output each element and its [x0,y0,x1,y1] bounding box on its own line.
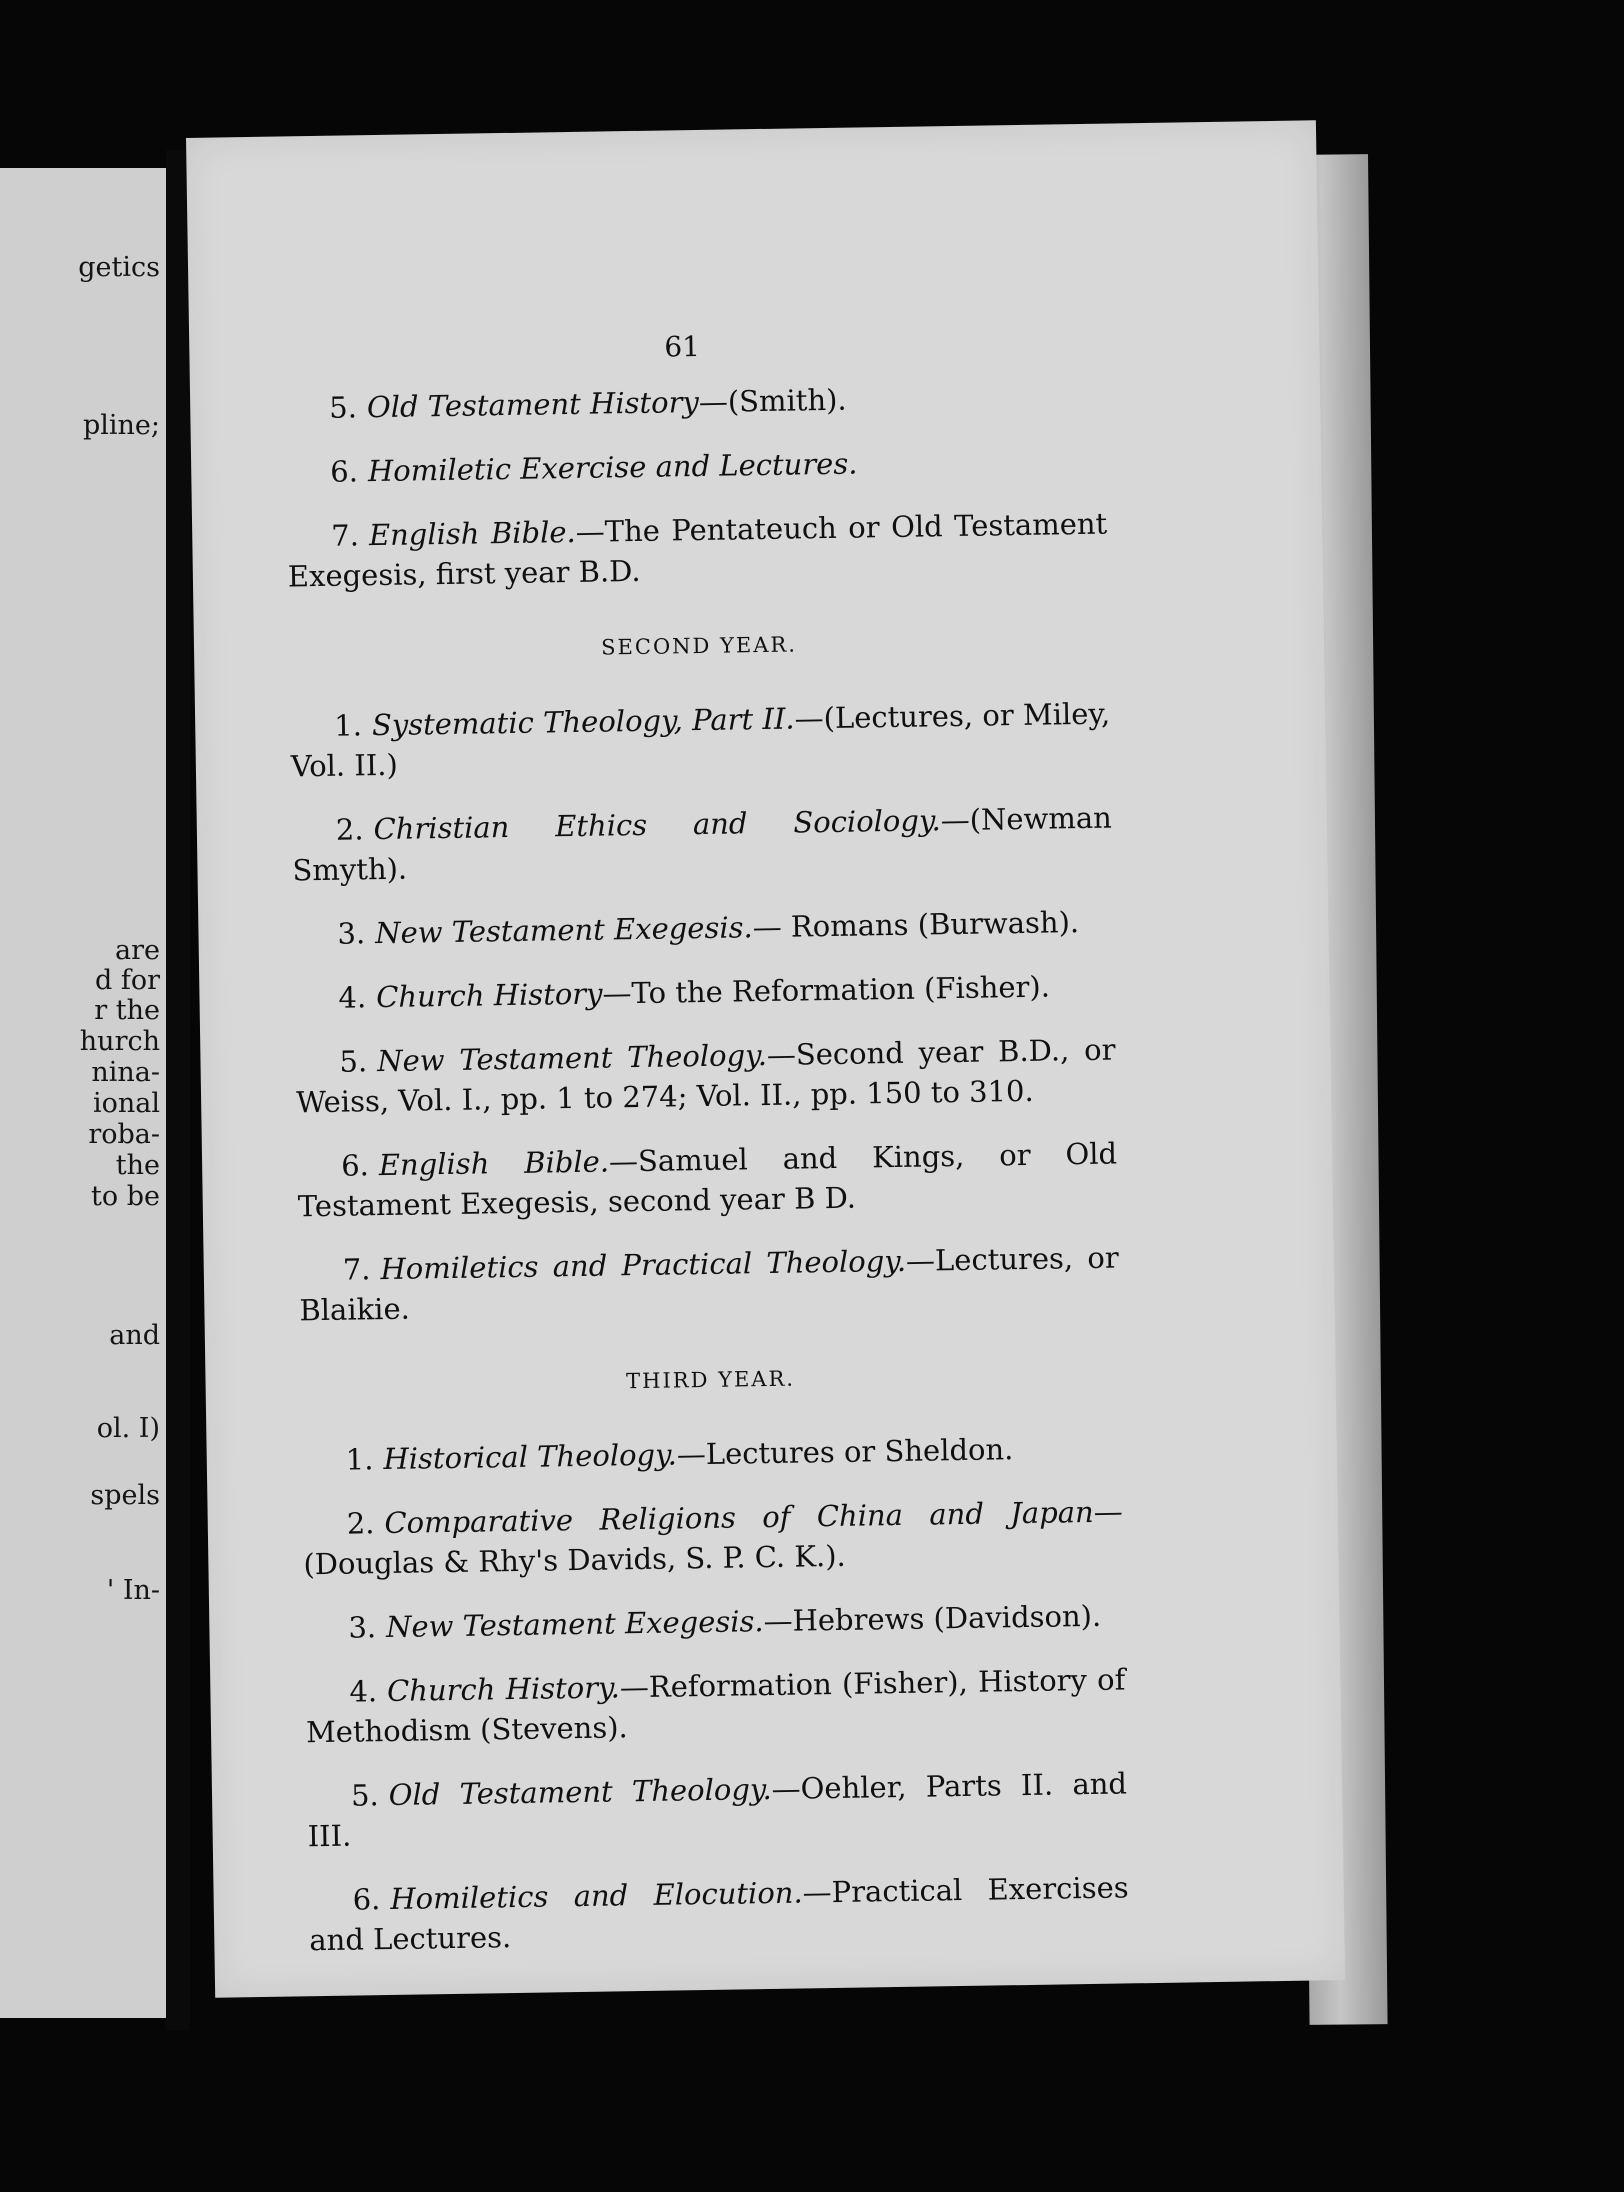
second-year-heading: SECOND YEAR. [600,632,798,660]
item-title: Old Testament Theology. [388,1772,772,1813]
left-page-text-fragment: to be [91,1181,160,1212]
item-detail: —Reformation (Fisher), History of Methodism (Stevens). [305,1662,1126,1750]
item-detail: —(Newman Smyth). [292,800,1113,888]
item-detail: —Lectures, or Blaikie. [299,1240,1119,1328]
right-page [186,120,1345,1998]
item-title: Homiletics and Elocution. [390,1875,803,1917]
item-title: Church History. [386,1670,621,1709]
item-detail: —(Lectures, or Miley, Vol. II.) [290,696,1111,784]
item-number: 7. [330,518,360,553]
item-number: 6. [352,1882,381,1917]
left-page-fragment [0,168,166,2018]
item-title: Church History [375,976,603,1015]
left-page-text-fragment: and [109,1320,160,1351]
item-number: 6. [340,1148,370,1183]
left-page-text-fragment: hurch [79,1026,160,1057]
item-detail: —Samuel and Kings, or Old Testament Exegesis, second year B D. [297,1136,1118,1224]
course-item [287,504,1108,597]
item-number: 3. [348,1610,377,1645]
left-page-text-fragment: pline; [82,410,160,441]
item-title: English Bible. [368,514,576,553]
left-page-text-fragment: getics [78,252,160,283]
left-page-text-fragment: d for [94,965,160,996]
item-detail: —The Pentateuch or Old Testament Exegesis, first year B.D. [287,506,1108,594]
item-detail: —Second year B.D., or Weiss, Vol. I., pp. 1 to 274; Vol. II., pp. 150 to 310. [295,1032,1116,1120]
item-number: 2. [346,1506,375,1541]
course-item [308,1867,1129,1960]
item-number: 5. [339,1044,368,1079]
item-number: 4. [338,980,367,1015]
item-title: English Bible. [378,1144,610,1183]
item-number: 6. [329,454,359,489]
second-year-list [290,694,1120,1331]
item-title: Homiletic Exercise and Lectures. [367,446,858,489]
item-number: 3. [337,916,366,951]
book-gutter [166,150,190,2030]
course-item [297,1134,1118,1227]
item-number: 5. [350,1778,379,1813]
course-item [294,966,1115,1019]
left-page-text-fragment: ol. I) [96,1413,160,1444]
item-number: 2. [335,812,364,847]
item-detail: —Oehler, Parts II. and III. [307,1766,1128,1854]
left-page-text-fragment: roba- [88,1119,160,1150]
item-title: Christian Ethics and Sociology. [373,803,941,847]
item-detail: —To the Reformation (Fisher). [602,969,1051,1011]
course-item [290,694,1111,787]
item-title: New Testament Theology. [376,1037,768,1079]
item-title: New Testament Exegesis. [374,910,753,951]
left-page-text-fragment: the [115,1150,160,1181]
third-year-heading: THIRD YEAR. [625,1366,796,1394]
left-page-text-fragment: r the [94,995,160,1026]
course-item [295,1030,1116,1123]
item-title: Systematic Theology, Part II. [371,701,795,743]
item-number: 5. [328,390,358,425]
page-content [285,376,1130,1985]
left-page-text-fragment: are [115,935,160,966]
item-detail: — Romans (Burwash). [752,905,1080,945]
item-title: Comparative Religions of China and Japan [384,1494,1094,1541]
item-title: Historical Theology. [383,1437,678,1477]
first-year-list [285,376,1108,597]
course-item [302,1491,1123,1584]
course-item [307,1763,1128,1856]
item-number: 7. [342,1252,371,1287]
item-detail: —Practical Exercises and Lectures. [309,1870,1129,1958]
item-number: 1. [333,708,363,743]
left-page-text-fragment: nina- [91,1057,160,1088]
item-title: Homiletics and Practical Theology. [380,1243,907,1287]
course-item [286,440,1107,493]
item-detail: —Lectures or Sheldon. [676,1432,1014,1472]
item-number: 4. [349,1674,378,1709]
item-title: Old Testament History [366,384,700,425]
left-page-text-fragment: ional [92,1088,160,1119]
course-item [292,798,1113,891]
left-page-text-fragment: ' In- [106,1575,160,1606]
course-item [305,1659,1126,1752]
item-number: 1. [345,1442,374,1477]
item-detail: —Hebrews (Davidson). [763,1598,1102,1639]
course-item [285,376,1106,429]
item-detail: —(Douglas & Rhy's Davids, S. P. C. K.). [303,1494,1123,1582]
course-item [304,1595,1125,1648]
course-item [301,1427,1122,1480]
third-year-list [301,1427,1129,1960]
course-item [298,1237,1119,1330]
item-detail: —(Smith). [698,382,847,419]
item-title: New Testament Exegesis. [385,1604,764,1645]
course-item [293,902,1114,955]
page-number: 61 [664,329,701,364]
left-page-text-fragment: spels [90,1480,160,1511]
